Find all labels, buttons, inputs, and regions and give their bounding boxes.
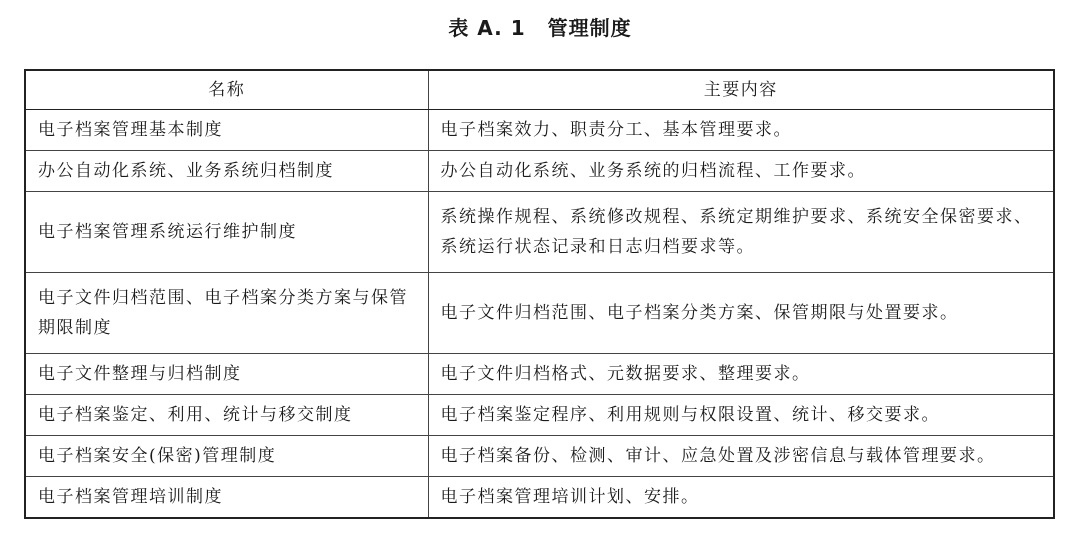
cell-name: 电子档案管理培训制度 [25,477,428,519]
table-row [25,354,1054,395]
cell-content: 电子档案鉴定程序、利用规则与权限设置、统计、移交要求。 [428,395,1054,436]
table-row [25,192,1054,273]
table-row [25,273,1054,354]
cell-name: 电子档案管理系统运行维护制度 [25,192,428,273]
cell-name: 电子文件归档范围、电子档案分类方案与保管期限制度 [25,273,428,354]
cell-content: 电子文件归档范围、电子档案分类方案、保管期限与处置要求。 [428,273,1054,354]
cell-content: 电子文件归档格式、元数据要求、整理要求。 [428,354,1054,395]
table-row [25,110,1054,151]
cell-content: 电子档案备份、检测、审计、应急处置及涉密信息与载体管理要求。 [428,436,1054,477]
table-header-row [25,70,1054,110]
cell-content: 电子档案效力、职责分工、基本管理要求。 [428,110,1054,151]
column-header-content: 主要内容 [428,70,1054,110]
table-title: 管理制度 [547,16,632,40]
cell-name: 办公自动化系统、业务系统归档制度 [25,151,428,192]
cell-name: 电子档案鉴定、利用、统计与移交制度 [25,395,428,436]
column-header-name: 名称 [25,70,428,110]
cell-name: 电子文件整理与归档制度 [25,354,428,395]
cell-content: 办公自动化系统、业务系统的归档流程、工作要求。 [428,151,1054,192]
cell-content: 电子档案管理培训计划、安排。 [428,477,1054,519]
table-row [25,436,1054,477]
cell-content: 系统操作规程、系统修改规程、系统定期维护要求、系统安全保密要求、系统运行状态记录和日志归档要求等。 [428,192,1054,273]
management-system-table [24,69,1055,519]
table-number: 表 A. 1 [448,16,526,40]
cell-name: 电子档案安全(保密)管理制度 [25,436,428,477]
table-row [25,395,1054,436]
cell-name: 电子档案管理基本制度 [25,110,428,151]
table-caption [0,12,1080,41]
table-row [25,151,1054,192]
table-row [25,477,1054,519]
